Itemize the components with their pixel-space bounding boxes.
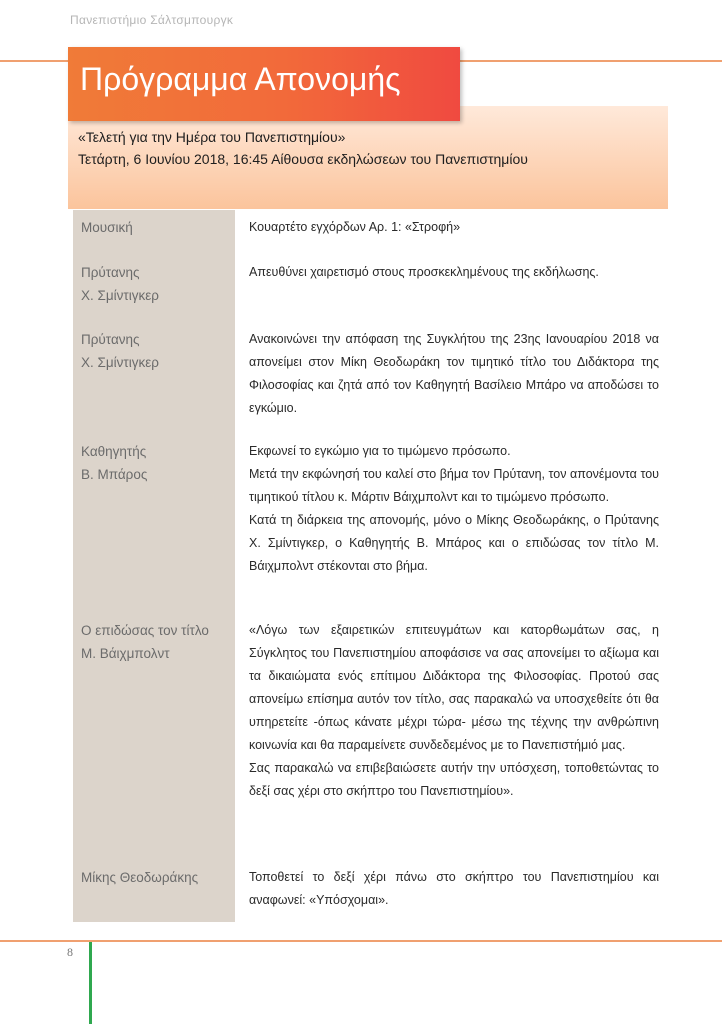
role-label: Πρύτανης Χ. Σμίντιγκερ [81,265,159,303]
role-description: Κουαρτέτο εγχόρδων Αρ. 1: «Στροφή» [249,220,461,234]
role-column-background [73,210,235,922]
role-label: Καθηγητής Β. Μπάρος [81,444,148,482]
footer-accent-line [89,942,92,1024]
program-table [73,210,668,922]
role-label: Πρύτανης Χ. Σμίντιγκερ [81,332,159,370]
page-number: 8 [67,945,73,959]
running-header: Πανεπιστήμιο Σάλτσμπουργκ [70,13,234,27]
role-description: Απευθύνει χαιρετισμό στους προσκεκλημένους της εκδήλωσης. [249,265,599,279]
role-label: Μουσική [81,220,133,235]
role-label: Ο επιδώσας τον τίτλο Μ. Βάιχμπολντ [81,623,209,661]
role-description: Ανακοινώνει την απόφαση της Συγκλήτου της 23ης Ιανουαρίου 2018 να απονείμει στον Μίκη Θεοδωράκη τον τιμητικό τίτλο του Διδάκτορα της Φιλοσοφίας και ζητά από τον Καθηγητή Βασίλειο Μπάρο να αποδώσει το εγκώμιο. [249,332,659,415]
page-title: Πρόγραμμα Απονομής [80,61,401,97]
event-title: «Τελετή για την Ημέρα του Πανεπιστημίου» [78,129,346,145]
role-description: Εκφωνεί το εγκώμιο για το τιμώμενο πρόσωπο. Μετά την εκφώνησή του καλεί στο βήμα τον Πρύτανη, τον απονέμοντα του τιμητικού τίτλου κ. Μάρτιν Βάιχμπολντ και το τιμώμενο πρόσωπο. Κατά τη διάρκεια της απονομής, μόνο ο Μίκης Θεοδωράκης, ο Πρύτανης Χ. Σμίντιγκερ, ο Καθηγητής Β. Μπάρος και ο επιδώσας τον τίτλο Μ. Βάιχμπολντ στέκονται στο βήμα. [249,444,659,573]
event-details: Τετάρτη, 6 Ιουνίου 2018, 16:45 Αίθουσα εκδηλώσεων του Πανεπιστημίου [78,151,528,167]
title-box [68,47,460,121]
role-label: Μίκης Θεοδωράκης [81,870,199,885]
role-description: «Λόγω των εξαιρετικών επιτευγμάτων και κατορθωμάτων σας, η Σύγκλητος του Πανεπιστημίου αποφάσισε να σας απονείμει το αξίωμα και τα δικαιώματα ενός επίτιμου Διδάκτορα της Φιλοσοφίας. Προτού σας απονείμω επίσημα αυτόν τον τίτλο, σας παρακαλώ να υποσχεθείτε ότι θα υπηρετείτε -όπως κάνατε μέχρι τώρα- μέσω της τέχνης την ανθρώπινη κοινωνία και θα παραμείνετε συνδεδεμένος με το Πανεπιστήμιό μας. Σας παρακαλώ να επιβεβαιώσετε αυτήν την υπόσχεση, τοποθετώντας το δεξί σας χέρι στο σκήπτρο του Πανεπιστημίου». [249,623,659,798]
bottom-divider [0,940,722,942]
role-description: Τοποθετεί το δεξί χέρι πάνω στο σκήπτρο του Πανεπιστημίου και αναφωνεί: «Υπόσχομαι». [249,870,659,907]
